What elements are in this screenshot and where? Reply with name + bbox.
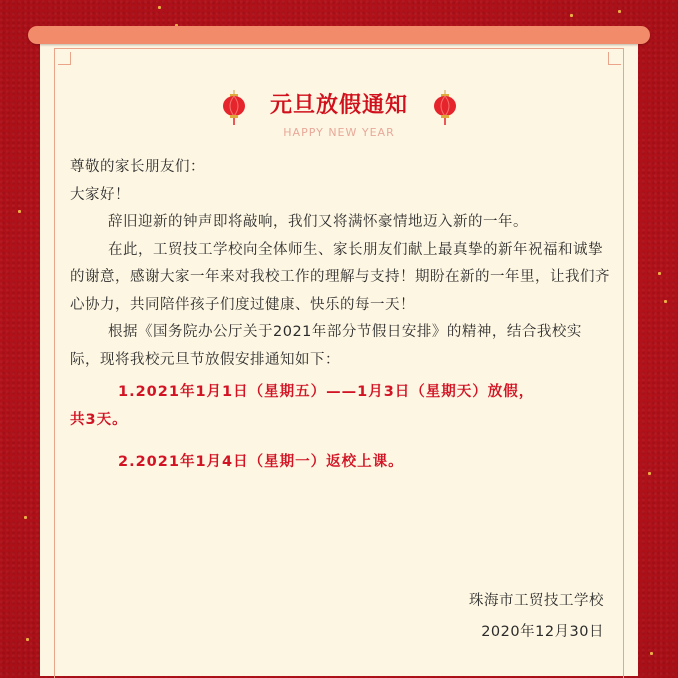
- gold-sparkle: [664, 300, 667, 303]
- scroll-roller: [28, 26, 650, 44]
- paragraph-1: 辞旧迎新的钟声即将敲响，我们又将满怀豪情地迈入新的一年。: [108, 214, 528, 230]
- gold-sparkle: [18, 210, 21, 213]
- gold-sparkle: [658, 272, 661, 275]
- paragraph-3: 根据《国务院办公厅关于2021年部分节假日安排》的精神，结合我校实际，现将我校元旦节放假安排通知如下：: [70, 324, 582, 368]
- gold-sparkle: [618, 10, 621, 13]
- gold-sparkle: [570, 14, 573, 17]
- gold-sparkle: [648, 472, 651, 475]
- page-title: 元旦放假通知: [269, 93, 408, 118]
- gold-sparkle: [24, 516, 27, 519]
- greeting: 大家好！: [70, 186, 130, 203]
- page-subtitle: HAPPY NEW YEAR: [283, 126, 395, 139]
- schedule-item-1-continued: 共3天。: [70, 411, 128, 428]
- notice-date: 2020年12月30日: [481, 624, 604, 640]
- salutation: 尊敬的家长朋友们：: [70, 159, 205, 175]
- gold-sparkle: [26, 638, 29, 641]
- gold-sparkle: [158, 6, 161, 9]
- frame-corner: [608, 52, 621, 65]
- schedule-item-2: 2.2021年1月4日（星期一）返校上课。: [118, 454, 404, 470]
- gold-sparkle: [650, 652, 653, 655]
- letter-body: [70, 154, 610, 477]
- frame-corner: [58, 52, 71, 65]
- paragraph-2: 在此，工贸技工学校向全体师生、家长朋友们献上最真挚的新年祝福和诚挚的谢意，感谢大家一年来对我校工作的理解与支持！期盼在新的一年里，让我们齐心协力，共同陪伴孩子们度过健康、快乐的每一天！: [70, 241, 610, 313]
- schedule-item-1: 1.2021年1月1日（星期五）——1月3日（星期天）放假，: [118, 384, 535, 400]
- school-name: 珠海市工贸技工学校: [469, 593, 604, 609]
- signature-block: [469, 586, 604, 648]
